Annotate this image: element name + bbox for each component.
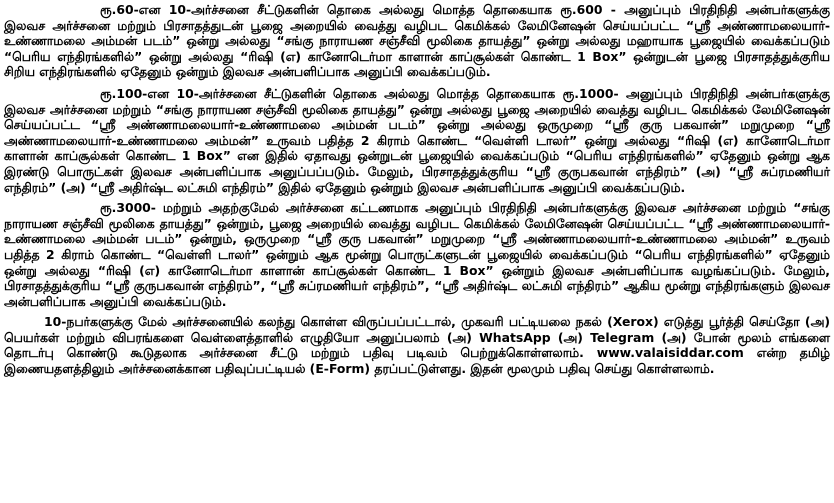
text-run: ரூ.60-என 10-அர்ச்சனை சீட்டுகளின் தொகை அல்லது மொத்த தொகையாக ரூ.600 - அனுப்பும் பிரதிநிதி அன்பர்களுக்கு இலவச அர்ச்சனை மற்றும் பிரசாதத்துடன் பூஜை அறையில் வைத்து வழிபட கெமிக்கல் லேமினேஷன் செய்யப்பட்ட: [4, 2, 830, 33]
text-run: மறுமுறை: [423, 231, 493, 247]
paragraph-rs3000-offer: [4, 200, 830, 309]
quoted-item: “ஸ்ரீ குருபகவான் எந்திரம்”: [525, 163, 688, 179]
text-run: ஏதேனும் ஒன்று ஆக: [703, 148, 830, 164]
quoted-item: “ரிஷி (எ) கானோடெர்மா காளான் காப்சூல்கள் கொண்ட 1 Box”: [240, 48, 627, 64]
paragraph-rs100-offer: [4, 86, 830, 195]
text-run: ஒன்று அல்லது: [577, 132, 677, 148]
text-run: ஒன்று அல்லது ஒருமுறை: [425, 117, 605, 133]
text-run: பூஜையில் வைக்கப்படும்: [412, 148, 566, 164]
quoted-item: “ஸ்ரீ சுப்ரமணியர் எந்திரம்”: [269, 278, 425, 294]
quoted-item: “ஸ்ரீ அண்ணாமலையார்-உண்ணாமலை அம்மன் படம்”: [4, 17, 831, 49]
telegram-text: Telegram: [590, 329, 655, 345]
text-run: (அ): [56, 179, 91, 195]
text-run: ஒன்றுடன் பூஜை பிரசாதத்துக்குரிய சிறிய எந்திரங்களில் ஏதேனும் ஒன்றும் இலவச அன்பளிப்பாக அனுப்பி வைக்கப்படும்.: [4, 48, 830, 80]
emphasis-text: இரண்டு பொருட்கள்: [4, 163, 123, 179]
quoted-item: “ஸ்ரீ சுப்ரமணியர் எந்திரம்”: [4, 163, 830, 195]
text-run: ஒன்றும், பூஜை அறையில் வைத்து வழிபட கெமிக்கல் லேமினேஷன் செய்யப்பட்ட: [211, 215, 689, 231]
emphasis-text: நகல் (Xerox): [575, 314, 659, 330]
emphasis-text: மூன்று பொருட்களுடன்: [345, 246, 481, 262]
text-run: எடுத்து பூர்த்தி செய்தோ (அ) பெயர்கள் மற்றும் விபரங்களை: [4, 314, 831, 345]
text-run: (அ) போன் மூலம் எங்களை தொடர்பு கொண்டு கூடுதலாக அர்ச்சனை சீட்டு மற்றும் பதிவு படிவம் பெற்றுக்கொள்ளலாம்.: [4, 329, 830, 361]
text-run: என இதில் ஏதாவது: [230, 148, 358, 164]
quoted-item: “பெரிய எந்திரங்களில்”: [565, 148, 704, 164]
text-run: 10-நபர்களுக்கு மேல் அர்ச்சனையில் கலந்து கொள்ள விருப்பப்பட்டால், முகவரி பட்டியலை: [44, 314, 576, 330]
quoted-item: “ஸ்ரீ அதிர்ஷ்ட லட்சுமி எந்திரம்”: [90, 179, 275, 195]
website-text: www.valaisiddar.com: [596, 345, 744, 361]
quoted-item: “வெள்ளி டாலர்”: [156, 246, 260, 262]
quoted-item: “ஸ்ரீ அண்ணாமலையார்-உண்ணாமலை அம்மன்”: [4, 117, 831, 148]
text-run: ஒன்று அல்லது பூஜை அறையில் வைத்து வழிபட கெமிக்கல் லேமினேஷன் செய்யப்பட்ட: [4, 101, 831, 133]
text-run: ஒன்றும் இலவச அன்பளிப்பாக வழங்கப்படும். மேலும், பிரசாதத்துக்குரிய: [4, 262, 830, 294]
quoted-item: “ஸ்ரீ அண்ணாமலையார்-உண்ணாமலை அம்மன் படம்”: [4, 215, 831, 247]
text-run: ஏதேனும் ஒன்று அல்லது: [4, 246, 831, 278]
quoted-item: “ஸ்ரீ குருபகவான் எந்திரம்”: [104, 278, 261, 294]
emphasis-text: ஒன்றுடன்: [357, 148, 412, 164]
quoted-item: “ரிஷி (எ) கானோடெர்மா காளான் காப்சூல்கள் கொண்ட 1 Box”: [97, 262, 494, 278]
quoted-item: “பெரிய எந்திரங்களில்”: [4, 48, 143, 64]
text-run: (அ): [550, 329, 591, 345]
text-run: உருவம் பதித்த 2 கிராம் கொண்ட: [258, 132, 475, 148]
quoted-item: “சங்கு நாராயண சஞ்சீவி மூலிகை தாயத்து”: [4, 200, 830, 231]
quoted-item: “ஸ்ரீ அண்ணாமலையார்-உண்ணாமலை அம்மன் படம்”: [91, 117, 426, 133]
text-run: பூஜையில் வைக்கப்படும்: [480, 246, 635, 262]
text-run: ஒன்று அல்லது: [142, 48, 241, 64]
paragraph-rs60-offer: [4, 2, 830, 80]
text-run: ஒன்று அல்லது: [180, 33, 277, 49]
text-run: என்ற தமிழ் இணையதளத்திலும் அர்ச்சனைக்கான பதிவுப்பட்டியல்: [4, 345, 831, 377]
quoted-item: “ஸ்ரீ குரு பகவான்”: [604, 117, 730, 133]
eform-text: (E-Form): [309, 361, 371, 377]
quoted-item: “ஸ்ரீ அதிர்ஷ்ட லட்சுமி எந்திரம்”: [434, 278, 620, 294]
text-run: இதில் ஏதேனும் ஒன்றும் இலவச அன்பளிப்பாக அனுப்பி வைக்கப்படும்.: [274, 179, 686, 195]
text-run: ரூ.100-என 10-அர்ச்சனை சீட்டுகளின் தொகை அல்லது மொத்த தொகையாக ரூ.1000- அனுப்பும் பிரதிநிதி அன்பர்களுக்கு இலவச அர்ச்சனை மற்றும்: [4, 85, 830, 117]
text-run: உருவம் பதித்த 2 கிராம் கொண்ட: [4, 231, 831, 262]
text-run: ,: [260, 278, 270, 294]
text-run: ரூ.3000- மற்றும் அதற்குமேல் அர்ச்சனை கட்டணமாக அனுப்பும் பிரதிநிதி அன்பர்களுக்கு இலவச அர்ச்சனை மற்றும்: [100, 200, 794, 216]
paragraph-registration-info: [4, 314, 830, 376]
text-run: ,: [424, 278, 435, 294]
text-run: ஒன்றும் ஆக: [259, 246, 346, 262]
quoted-item: “ஸ்ரீ குரு பகவான்”: [307, 231, 424, 247]
whatsapp-text: WhatsApp: [479, 329, 551, 345]
quoted-item: “ரிஷி (எ) கானோடெர்மா காளான் காப்சூல்கள் கொண்ட 1 Box”: [4, 132, 830, 164]
text-run: (அ): [687, 163, 729, 179]
quoted-item: “வெள்ளி டாலர்”: [474, 132, 578, 148]
text-run: இலவச அன்பளிப்பாக அனுப்பப்படும். மேலும், பிரசாதத்துக்குரிய: [122, 163, 526, 179]
text-run: ஆகிய மூன்று எந்திரங்களும் இலவச அன்பளிப்பாக அனுப்பி வைக்கப்படும்.: [4, 278, 830, 309]
text-run: தரப்பட்டுள்ளது. இதன் மூலமும் பதிவு செய்து கொள்ளலாம்.: [370, 361, 715, 377]
quoted-item: “ஸ்ரீ அண்ணாமலையார்-உண்ணாமலை அம்மன்”: [492, 231, 779, 247]
text-run: ஒன்றும், ஒருமுறை: [182, 231, 308, 247]
text-run: மறுமுறை: [729, 117, 806, 133]
text-run: எழுதியோ அனுப்பலாம் (அ): [292, 329, 480, 345]
quoted-item: “சங்கு நாராயண சஞ்சீவி மூலிகை தாயத்து”: [155, 101, 405, 117]
quoted-item: “சங்கு நாராயண சஞ்சீவி மூலிகை தாயத்து”: [276, 33, 531, 49]
quoted-item: “பெரிய எந்திரங்களில்”: [634, 246, 773, 262]
text-run: ஒன்று அல்லது மஹாயாக பூஜையில் வைக்கப்படும்: [530, 33, 830, 49]
emphasis-text: வெள்ளைத்தாளில்: [190, 329, 293, 345]
